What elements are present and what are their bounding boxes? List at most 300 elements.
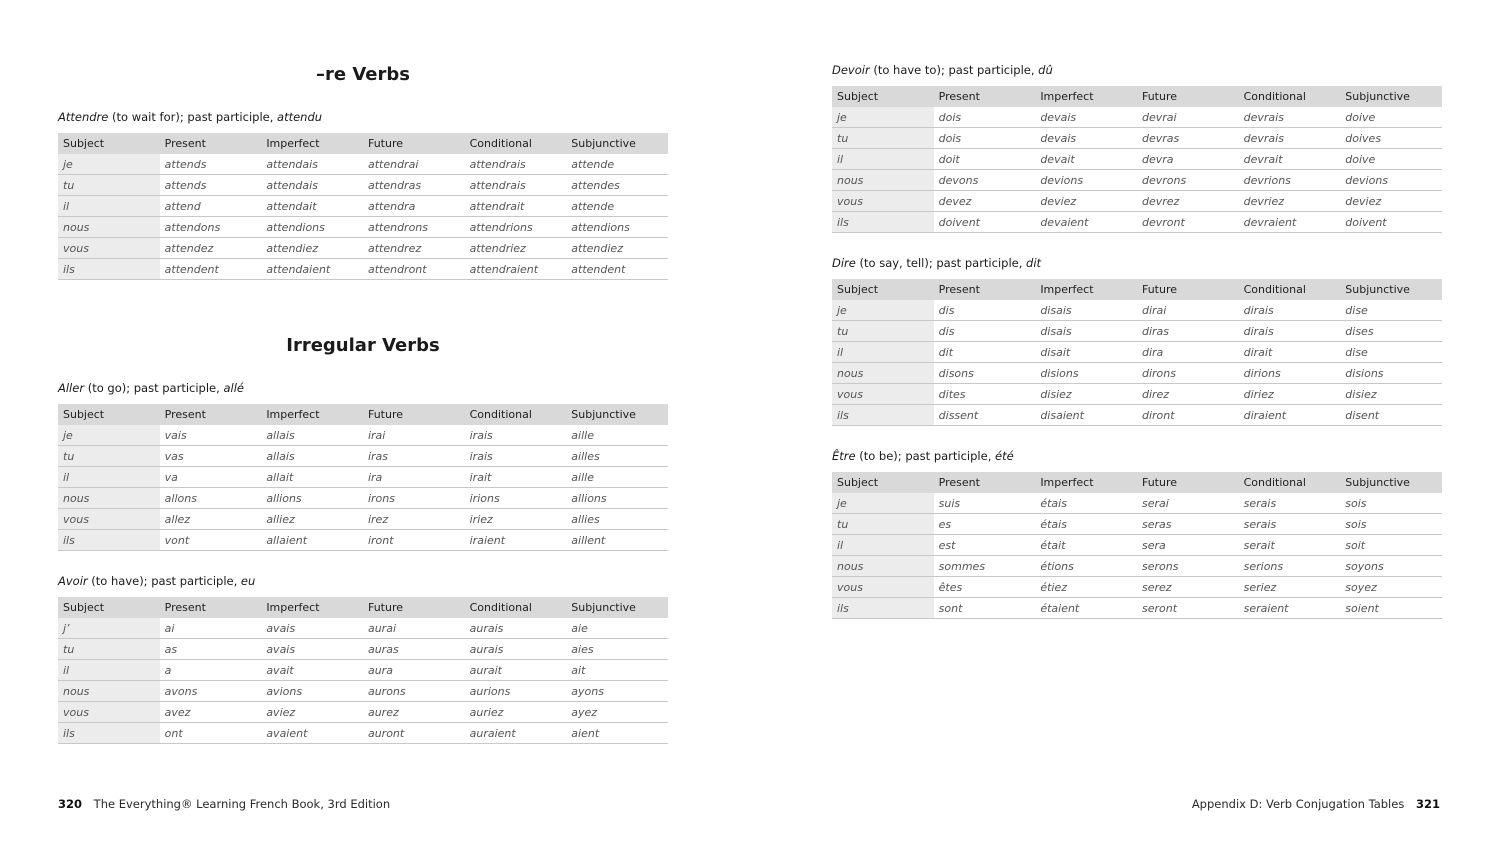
- subject-cell: tu: [832, 514, 934, 535]
- conjugation-cell: disent: [1340, 405, 1442, 426]
- conjugation-cell: seriez: [1239, 577, 1341, 598]
- conjugation-cell: était: [1035, 535, 1137, 556]
- conjugation-cell: devrons: [1137, 170, 1239, 191]
- conjugation-cell: irais: [465, 446, 567, 467]
- conjugation-cell: sera: [1137, 535, 1239, 556]
- conjugation-cell: soyons: [1340, 556, 1442, 577]
- conjugation-cell: sommes: [934, 556, 1036, 577]
- verb-heading-meaning: (to have); past participle,: [87, 574, 241, 588]
- subject-cell: tu: [832, 321, 934, 342]
- conjugation-cell: avions: [261, 681, 363, 702]
- conjugation-cell: étions: [1035, 556, 1137, 577]
- verb-heading-participle: dit: [1026, 256, 1042, 270]
- conjugation-cell: dois: [934, 107, 1036, 128]
- table-header-row: [58, 597, 668, 618]
- conjugation-cell: alliez: [261, 509, 363, 530]
- conjugation-cell: doivent: [934, 212, 1036, 233]
- conjugation-cell: disais: [1035, 321, 1137, 342]
- subject-cell: vous: [832, 384, 934, 405]
- table-row: [832, 300, 1442, 321]
- conjugation-cell: doivent: [1340, 212, 1442, 233]
- conjugation-cell: irait: [465, 467, 567, 488]
- conjugation-cell: vont: [160, 530, 262, 551]
- conjugation-table: [832, 86, 1442, 233]
- verb-block-attendre: [58, 108, 668, 280]
- conjugation-cell: disons: [934, 363, 1036, 384]
- conjugation-cell: dissent: [934, 405, 1036, 426]
- conjugation-cell: serais: [1239, 514, 1341, 535]
- subject-cell: tu: [58, 639, 160, 660]
- conjugation-cell: attendrait: [465, 196, 567, 217]
- conjugation-cell: seraient: [1239, 598, 1341, 619]
- conjugation-cell: iriez: [465, 509, 567, 530]
- table-row: [58, 238, 668, 259]
- subject-cell: nous: [832, 556, 934, 577]
- conjugation-cell: diras: [1137, 321, 1239, 342]
- subject-cell: ils: [832, 598, 934, 619]
- conjugation-cell: attendez: [160, 238, 262, 259]
- conjugation-cell: attendiez: [566, 238, 668, 259]
- conjugation-cell: dira: [1137, 342, 1239, 363]
- column-header: Conditional: [465, 597, 567, 618]
- conjugation-cell: direz: [1137, 384, 1239, 405]
- column-header: Subject: [58, 404, 160, 425]
- column-header: Subject: [58, 597, 160, 618]
- verb-heading: [58, 108, 668, 126]
- conjugation-cell: ayez: [566, 702, 668, 723]
- conjugation-cell: allions: [261, 488, 363, 509]
- column-header: Subjunctive: [566, 597, 668, 618]
- conjugation-cell: deviez: [1035, 191, 1137, 212]
- conjugation-cell: disions: [1340, 363, 1442, 384]
- verb-heading-participle: allé: [223, 381, 244, 395]
- conjugation-cell: allais: [261, 425, 363, 446]
- table-row: [58, 259, 668, 280]
- footer-appendix-title: Appendix D: Verb Conjugation Tables: [1191, 797, 1405, 811]
- column-header: Present: [934, 472, 1036, 493]
- conjugation-cell: devrai: [1137, 107, 1239, 128]
- column-header: Conditional: [1239, 279, 1341, 300]
- subject-cell: nous: [58, 488, 160, 509]
- conjugation-cell: attendriez: [465, 238, 567, 259]
- verb-block-avoir: [58, 572, 668, 744]
- table-header-row: [832, 86, 1442, 107]
- conjugation-cell: attendront: [363, 259, 465, 280]
- conjugation-cell: dise: [1340, 300, 1442, 321]
- column-header: Present: [934, 86, 1036, 107]
- conjugation-cell: sont: [934, 598, 1036, 619]
- column-header: Future: [363, 133, 465, 154]
- conjugation-cell: étais: [1035, 514, 1137, 535]
- conjugation-cell: devrez: [1137, 191, 1239, 212]
- subject-cell: je: [58, 154, 160, 175]
- column-header: Imperfect: [1035, 86, 1137, 107]
- conjugation-cell: disais: [1035, 300, 1137, 321]
- column-header: Future: [1137, 472, 1239, 493]
- table-row: [832, 514, 1442, 535]
- subject-cell: il: [58, 467, 160, 488]
- page-number-left: 320: [58, 797, 83, 811]
- conjugation-cell: attendra: [363, 196, 465, 217]
- column-header: Conditional: [1239, 472, 1341, 493]
- subject-cell: il: [832, 535, 934, 556]
- conjugation-cell: aviez: [261, 702, 363, 723]
- conjugation-cell: attendiez: [261, 238, 363, 259]
- subject-cell: nous: [832, 363, 934, 384]
- section-title-irregular-verbs: Irregular Verbs: [286, 335, 440, 356]
- conjugation-cell: auront: [363, 723, 465, 744]
- footer-right: [1192, 797, 1440, 811]
- conjugation-cell: ira: [363, 467, 465, 488]
- conjugation-cell: attend: [160, 196, 262, 217]
- conjugation-cell: attendrions: [465, 217, 567, 238]
- table-row: [832, 363, 1442, 384]
- conjugation-cell: avaient: [261, 723, 363, 744]
- table-row: [832, 191, 1442, 212]
- verb-heading-participle: été: [995, 449, 1014, 463]
- conjugation-cell: attends: [160, 154, 262, 175]
- conjugation-cell: attendait: [261, 196, 363, 217]
- conjugation-cell: devions: [1035, 170, 1137, 191]
- table-row: [832, 384, 1442, 405]
- conjugation-cell: disiez: [1340, 384, 1442, 405]
- conjugation-cell: iront: [363, 530, 465, 551]
- conjugation-cell: aille: [566, 467, 668, 488]
- subject-cell: vous: [832, 577, 934, 598]
- column-header: Conditional: [465, 404, 567, 425]
- conjugation-cell: aurons: [363, 681, 465, 702]
- conjugation-cell: irai: [363, 425, 465, 446]
- table-header-row: [832, 279, 1442, 300]
- conjugation-cell: dites: [934, 384, 1036, 405]
- conjugation-cell: soient: [1340, 598, 1442, 619]
- conjugation-cell: disait: [1035, 342, 1137, 363]
- table-row: [58, 530, 668, 551]
- conjugation-cell: devais: [1035, 107, 1137, 128]
- table-row: [58, 681, 668, 702]
- conjugation-cell: seront: [1137, 598, 1239, 619]
- table-row: [832, 321, 1442, 342]
- table-row: [58, 509, 668, 530]
- column-header: Conditional: [1239, 86, 1341, 107]
- verb-block-devoir: [832, 61, 1442, 233]
- subject-cell: il: [58, 660, 160, 681]
- column-header: Imperfect: [261, 597, 363, 618]
- conjugation-cell: doives: [1340, 128, 1442, 149]
- column-header: Subjunctive: [1340, 279, 1442, 300]
- subject-cell: je: [832, 493, 934, 514]
- column-header: Present: [160, 133, 262, 154]
- conjugation-cell: disaient: [1035, 405, 1137, 426]
- table-header-row: [832, 472, 1442, 493]
- conjugation-cell: attendrai: [363, 154, 465, 175]
- conjugation-cell: aille: [566, 425, 668, 446]
- conjugation-cell: allies: [566, 509, 668, 530]
- verb-block-dire: [832, 254, 1442, 426]
- conjugation-cell: est: [934, 535, 1036, 556]
- conjugation-cell: avait: [261, 660, 363, 681]
- conjugation-cell: devriez: [1239, 191, 1341, 212]
- conjugation-cell: diraient: [1239, 405, 1341, 426]
- conjugation-cell: allaient: [261, 530, 363, 551]
- conjugation-cell: aillent: [566, 530, 668, 551]
- table-row: [58, 467, 668, 488]
- conjugation-cell: auras: [363, 639, 465, 660]
- subject-cell: je: [832, 107, 934, 128]
- conjugation-cell: diront: [1137, 405, 1239, 426]
- section-title-re-verbs: –re Verbs: [316, 64, 410, 85]
- subject-cell: il: [832, 342, 934, 363]
- conjugation-cell: attendes: [566, 175, 668, 196]
- column-header: Subjunctive: [1340, 86, 1442, 107]
- column-header: Imperfect: [261, 404, 363, 425]
- conjugation-cell: sois: [1340, 514, 1442, 535]
- conjugation-cell: disiez: [1035, 384, 1137, 405]
- conjugation-cell: va: [160, 467, 262, 488]
- table-row: [58, 154, 668, 175]
- conjugation-cell: ait: [566, 660, 668, 681]
- conjugation-cell: devait: [1035, 149, 1137, 170]
- conjugation-cell: avais: [261, 618, 363, 639]
- subject-cell: ils: [58, 723, 160, 744]
- conjugation-cell: iraient: [465, 530, 567, 551]
- conjugation-cell: vais: [160, 425, 262, 446]
- footer-left: [58, 797, 390, 811]
- conjugation-cell: aies: [566, 639, 668, 660]
- subject-cell: tu: [58, 446, 160, 467]
- verb-heading-verb: Attendre: [58, 110, 109, 124]
- subject-cell: vous: [58, 238, 160, 259]
- footer-book-title: The Everything® Learning French Book, 3rd Edition: [93, 797, 391, 811]
- conjugation-cell: aurais: [465, 639, 567, 660]
- table-row: [832, 128, 1442, 149]
- conjugation-cell: aient: [566, 723, 668, 744]
- verb-heading-verb: Avoir: [58, 574, 88, 588]
- conjugation-cell: aie: [566, 618, 668, 639]
- table-row: [58, 175, 668, 196]
- conjugation-cell: attendent: [566, 259, 668, 280]
- column-header: Subjunctive: [1340, 472, 1442, 493]
- verb-heading-verb: Aller: [58, 381, 85, 395]
- subject-cell: ils: [832, 405, 934, 426]
- conjugation-table: [832, 279, 1442, 426]
- conjugation-cell: ai: [160, 618, 262, 639]
- column-header: Present: [160, 597, 262, 618]
- verb-heading: [832, 61, 1442, 79]
- subject-cell: il: [58, 196, 160, 217]
- conjugation-cell: devraient: [1239, 212, 1341, 233]
- column-header: Subjunctive: [566, 404, 668, 425]
- verb-heading-meaning: (to go); past participle,: [84, 381, 224, 395]
- column-header: Subject: [832, 86, 934, 107]
- conjugation-cell: dirions: [1239, 363, 1341, 384]
- verb-heading: [58, 572, 668, 590]
- conjugation-cell: attends: [160, 175, 262, 196]
- subject-cell: je: [58, 425, 160, 446]
- conjugation-cell: attendras: [363, 175, 465, 196]
- conjugation-cell: ailles: [566, 446, 668, 467]
- conjugation-cell: aurai: [363, 618, 465, 639]
- conjugation-cell: serait: [1239, 535, 1341, 556]
- table-row: [832, 556, 1442, 577]
- table-row: [58, 660, 668, 681]
- table-row: [58, 488, 668, 509]
- conjugation-cell: devras: [1137, 128, 1239, 149]
- table-row: [58, 196, 668, 217]
- conjugation-cell: étaient: [1035, 598, 1137, 619]
- table-header-row: [58, 404, 668, 425]
- conjugation-cell: irions: [465, 488, 567, 509]
- conjugation-cell: allait: [261, 467, 363, 488]
- conjugation-cell: allez: [160, 509, 262, 530]
- conjugation-cell: diriez: [1239, 384, 1341, 405]
- verb-heading-participle: attendu: [277, 110, 323, 124]
- conjugation-cell: attendons: [160, 217, 262, 238]
- conjugation-cell: serons: [1137, 556, 1239, 577]
- table-row: [832, 577, 1442, 598]
- conjugation-cell: ont: [160, 723, 262, 744]
- column-header: Future: [1137, 86, 1239, 107]
- verb-heading-participle: dû: [1038, 63, 1053, 77]
- subject-cell: ils: [58, 530, 160, 551]
- subject-cell: j’: [58, 618, 160, 639]
- conjugation-cell: aurions: [465, 681, 567, 702]
- conjugation-cell: avons: [160, 681, 262, 702]
- conjugation-cell: allions: [566, 488, 668, 509]
- conjugation-cell: avez: [160, 702, 262, 723]
- conjugation-cell: dirais: [1239, 300, 1341, 321]
- page-number-right: 321: [1415, 797, 1440, 811]
- subject-cell: vous: [58, 509, 160, 530]
- conjugation-cell: iras: [363, 446, 465, 467]
- column-header: Present: [160, 404, 262, 425]
- conjugation-cell: serions: [1239, 556, 1341, 577]
- conjugation-cell: devrais: [1239, 107, 1341, 128]
- column-header: Imperfect: [1035, 279, 1137, 300]
- verb-block-aller: [58, 379, 668, 551]
- conjugation-cell: a: [160, 660, 262, 681]
- conjugation-cell: aurait: [465, 660, 567, 681]
- conjugation-cell: dise: [1340, 342, 1442, 363]
- conjugation-cell: deviez: [1340, 191, 1442, 212]
- conjugation-cell: aura: [363, 660, 465, 681]
- conjugation-cell: devrait: [1239, 149, 1341, 170]
- conjugation-cell: aurez: [363, 702, 465, 723]
- conjugation-cell: attendrais: [465, 154, 567, 175]
- column-header: Conditional: [465, 133, 567, 154]
- conjugation-table: [58, 404, 668, 551]
- conjugation-cell: devrais: [1239, 128, 1341, 149]
- conjugation-cell: vas: [160, 446, 262, 467]
- conjugation-cell: attendais: [261, 154, 363, 175]
- conjugation-cell: allais: [261, 446, 363, 467]
- conjugation-cell: devaient: [1035, 212, 1137, 233]
- conjugation-cell: irez: [363, 509, 465, 530]
- conjugation-cell: devrions: [1239, 170, 1341, 191]
- subject-cell: nous: [832, 170, 934, 191]
- subject-cell: vous: [832, 191, 934, 212]
- conjugation-cell: suis: [934, 493, 1036, 514]
- conjugation-cell: doive: [1340, 107, 1442, 128]
- conjugation-cell: ayons: [566, 681, 668, 702]
- subject-cell: vous: [58, 702, 160, 723]
- conjugation-cell: dis: [934, 300, 1036, 321]
- conjugation-cell: dises: [1340, 321, 1442, 342]
- conjugation-cell: seras: [1137, 514, 1239, 535]
- subject-cell: nous: [58, 681, 160, 702]
- conjugation-table: [832, 472, 1442, 619]
- verb-heading: [832, 254, 1442, 272]
- table-row: [832, 535, 1442, 556]
- conjugation-cell: es: [934, 514, 1036, 535]
- conjugation-cell: attendions: [261, 217, 363, 238]
- verb-heading: [58, 379, 668, 397]
- conjugation-cell: attendrais: [465, 175, 567, 196]
- conjugation-cell: étiez: [1035, 577, 1137, 598]
- conjugation-cell: dirai: [1137, 300, 1239, 321]
- subject-cell: ils: [832, 212, 934, 233]
- table-row: [58, 618, 668, 639]
- verb-heading: [832, 447, 1442, 465]
- conjugation-cell: serai: [1137, 493, 1239, 514]
- conjugation-cell: devais: [1035, 128, 1137, 149]
- conjugation-cell: disions: [1035, 363, 1137, 384]
- conjugation-cell: devront: [1137, 212, 1239, 233]
- table-row: [832, 405, 1442, 426]
- verb-heading-meaning: (to wait for); past participle,: [108, 110, 278, 124]
- conjugation-cell: dis: [934, 321, 1036, 342]
- conjugation-cell: serez: [1137, 577, 1239, 598]
- verb-heading-meaning: (to be); past participle,: [855, 449, 996, 463]
- conjugation-cell: auriez: [465, 702, 567, 723]
- conjugation-cell: sois: [1340, 493, 1442, 514]
- conjugation-cell: aurais: [465, 618, 567, 639]
- column-header: Subjunctive: [566, 133, 668, 154]
- conjugation-cell: allons: [160, 488, 262, 509]
- conjugation-cell: étais: [1035, 493, 1137, 514]
- conjugation-cell: attendais: [261, 175, 363, 196]
- table-row: [832, 493, 1442, 514]
- conjugation-cell: dit: [934, 342, 1036, 363]
- table-row: [832, 170, 1442, 191]
- conjugation-table: [58, 597, 668, 744]
- subject-cell: ils: [58, 259, 160, 280]
- table-row: [58, 639, 668, 660]
- conjugation-cell: devez: [934, 191, 1036, 212]
- conjugation-cell: dirons: [1137, 363, 1239, 384]
- conjugation-cell: as: [160, 639, 262, 660]
- table-row: [832, 149, 1442, 170]
- conjugation-cell: serais: [1239, 493, 1341, 514]
- column-header: Future: [363, 597, 465, 618]
- conjugation-cell: attendaient: [261, 259, 363, 280]
- verb-heading-participle: eu: [240, 574, 256, 588]
- table-row: [832, 107, 1442, 128]
- conjugation-cell: êtes: [934, 577, 1036, 598]
- conjugation-cell: attendions: [566, 217, 668, 238]
- table-row: [58, 702, 668, 723]
- column-header: Subject: [832, 279, 934, 300]
- table-row: [832, 212, 1442, 233]
- table-row: [58, 217, 668, 238]
- verb-heading-verb: Devoir: [832, 63, 870, 77]
- subject-cell: nous: [58, 217, 160, 238]
- conjugation-cell: devons: [934, 170, 1036, 191]
- conjugation-cell: attendent: [160, 259, 262, 280]
- conjugation-cell: soit: [1340, 535, 1442, 556]
- verb-block-etre: [832, 447, 1442, 619]
- conjugation-cell: irais: [465, 425, 567, 446]
